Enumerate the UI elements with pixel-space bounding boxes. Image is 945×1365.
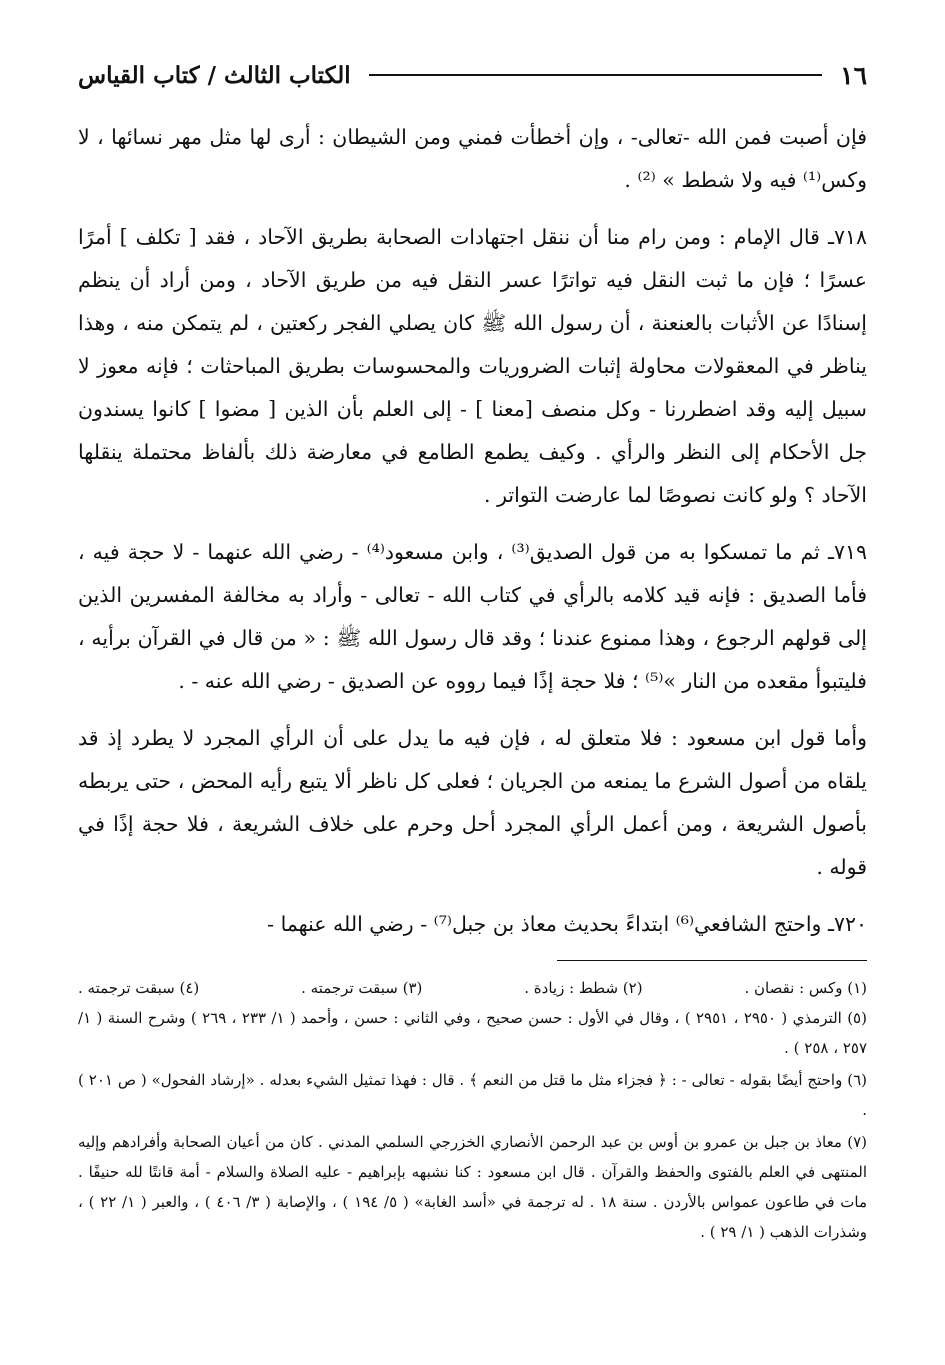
footnote-6: (٦) واحتج أيضًا بقوله - تعالى - : ﴿ فجزاء مثل ما قتل من النعم ﴾ . قال : فهذا تمثيل الشيء بعدله . «إرشاد الفحول» ( ص ٢٠١ ) .: [78, 1071, 867, 1119]
footnote-4: (٤) سبقت ترجمته .: [78, 979, 200, 997]
main-text: [78, 116, 867, 946]
header-rule: [369, 74, 822, 76]
footnotes: [78, 973, 867, 1247]
footnote-separator: [557, 960, 867, 961]
paragraph-continuation: فإن أصبت فمن الله -تعالى- ، وإن أخطأت فمني ومن الشيطان : أرى لها مثل مهر نسائها ، لا وكس⁽¹⁾ فيه ولا شطط » ⁽²⁾ .: [78, 125, 867, 192]
footnote-3: (٣) سبقت ترجمته .: [301, 979, 423, 997]
footnote-row-short: [78, 973, 867, 1003]
page-number: ١٦: [840, 60, 867, 90]
paragraph-718: ٧١٨ـ قال الإمام : ومن رام منا أن ننقل اجتهادات الصحابة بطريق الآحاد ، فقد [ تكلف ] أمرًا عسرًا ؛ فإن ما ثبت النقل فيه تواترًا عسر النقل فيه من طريق الآحاد ، ومن أراد أن ينظم إسنادًا عن الأثبات بالعنعنة ، أن رسول الله ﷺ كان يصلي الفجر ركعتين ، لم يتمكن منه ، وهذا يناظر في المعقولات محاولة إثبات الضروريات والمحسوسات بطريق المباحثات ؛ فإنه معوز لا سبيل إليه وقد اضطررنا - وكل منصف [معنا ] - إلى العلم بأن الذين [ مضوا ] كانوا يسندون جل الأحكام إلى النظر والرأي . وكيف يطمع الطامع في معارضة ذلك بألفاظ محتملة ينقلها الآحاد ؟ ولو كانت نصوصًا لما عارضت التواتر .: [78, 225, 867, 507]
paragraph-ibn-masud: وأما قول ابن مسعود : فلا متعلق له ، فإن فيه ما يدل على أن الرأي المجرد لا يطرد إذ قد يلقاه من أصول الشرع ما يمنعه من الجريان ؛ فعلى كل ناظر ألا يتبع رأيه المحض ، حتى يربطه بأصول الشريعة ، ومن أعمل الرأي المجرد أحل وحرم على خلاف الشريعة ، فلا حجة إذًا في قوله .: [78, 726, 867, 879]
running-title: الكتاب الثالث / كتاب القياس: [78, 61, 351, 89]
footnote-7: (٧) معاذ بن جبل بن عمرو بن أوس بن عبد الرحمن الأنصاري الخزرجي السلمي المدني . كان من أعيان الصحابة وأفرادهم وإليه المنتهى في العلم بالفتوى والحفظ والقرآن . قال ابن مسعود : كنا نشبهه بإبراهيم - عليه الصلاة والسلام - أمة قانتًا لله حنيفًا . مات في طاعون عمواس بالأردن . سنة ١٨ . له ترجمة في «أسد الغابة» ( ٥/ ١٩٤ ) ، والإصابة ( ٣/ ٤٠٦ ) ، والعبر ( ١/ ٢٢ ) ، وشذرات الذهب ( ١/ ٢٩ ) .: [78, 1133, 868, 1241]
footnote-5: (٥) الترمذي ( ٢٩٥٠ ، ٢٩٥١ ) ، وقال في الأول : حسن صحيح ، وفي الثاني : حسن ، وأحمد ( ١/ ٢٣٣ ، ٢٦٩ ) وشرح السنة ( ١/ ٢٥٧ ، ٢٥٨ ) .: [78, 1009, 867, 1057]
paragraph-719: ٧١٩ـ ثم ما تمسكوا به من قول الصديق⁽³⁾ ، وابن مسعود⁽⁴⁾ - رضي الله عنهما - لا حجة فيه ، فأما الصديق : فإنه قيد كلامه بالرأي في كتاب الله - تعالى - وأراد به مخالفة المفسرين الذين إلى قولهم الرجوع ، وهذا ممنوع عندنا ؛ وقد قال رسول الله ﷺ : « من قال في القرآن برأيه ، فليتبوأ مقعده من النار »⁽⁵⁾ ؛ فلا حجة إذًا فيما رووه عن الصديق - رضي الله عنه - .: [78, 540, 867, 693]
paragraph-720: ٧٢٠ـ واحتج الشافعي⁽⁶⁾ ابتداءً بحديث معاذ بن جبل⁽⁷⁾ - رضي الله عنهما -: [267, 912, 867, 936]
footnote-2: (٢) شطط : زيادة .: [524, 979, 643, 997]
running-header: [78, 52, 867, 98]
footnote-1: (١) وكس : نقصان .: [744, 979, 867, 997]
